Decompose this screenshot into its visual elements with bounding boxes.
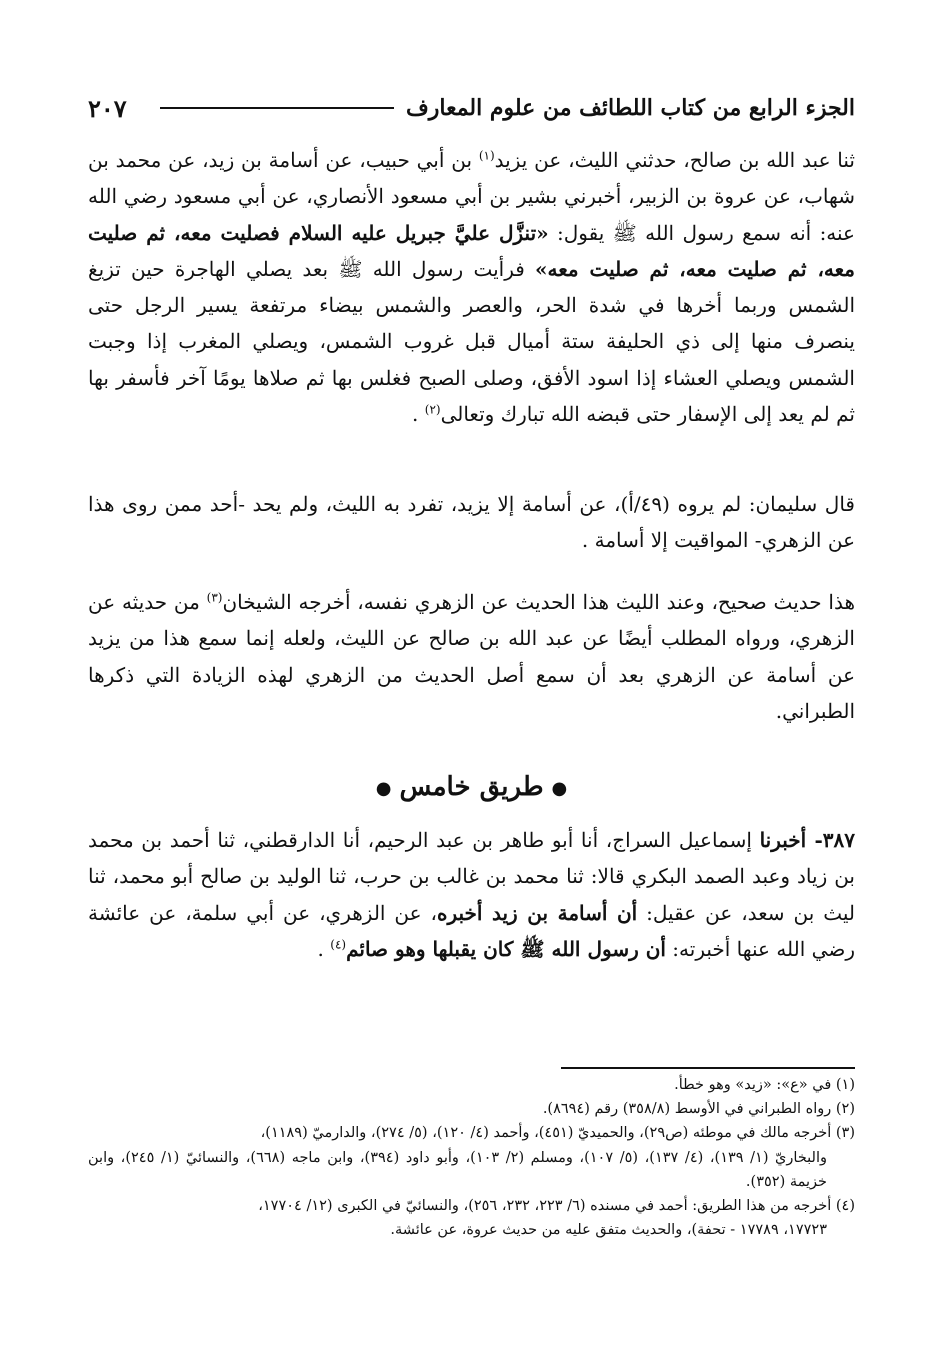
paragraph-commentary xyxy=(88,584,855,729)
text-segment: قال سليمان: لم يروه (٤٩/أ)، عن أسامة إلا يزيد، تفرد به الليث، ولم يحد -أحد ممن روى هذا عن الزهري- المواقيت إلا أسامة . xyxy=(88,492,855,553)
hadith-text-bold: «تنزَّل عليَّ جبريل عليه السلام فصليت معه، ثم صليت معه، ثم صليت معه، ثم صليت معه» xyxy=(88,220,855,281)
bullet-icon: ● xyxy=(551,777,568,799)
footnote-4-continuation: ١٧٧٢٣، ١٧٧٨٩ - تحفة)، والحديث متفق عليه من حديث عروة، عن عائشة. xyxy=(390,1222,827,1239)
text-segment: ، عن الزهري، عن أبي سلمة، عن عائشة رضي الله عنها أخبرته: xyxy=(88,900,855,961)
text-segment: . xyxy=(317,936,331,961)
hadith-text-bold: أن رسول الله ﷺ كان يقبلها وهو صائم xyxy=(346,936,666,961)
text-segment: إسماعيل السراج، أنا أبو طاهر بن عبد الرحيم، أنا الدارقطني، ثنا أحمد بن محمد بن زياد وعبد الصمد البكري قالا: ثنا محمد بن غالب بن حرب، ثنا الوليد بن صالح أبو محمد، ثنا ليث بن سعد، عن عقيل: xyxy=(88,828,855,925)
footnote-separator xyxy=(561,1067,855,1069)
section-heading xyxy=(88,772,855,802)
footnote-ref-1[interactable]: (١) xyxy=(478,148,495,163)
paragraph-sulayman-note xyxy=(88,486,855,559)
text-segment: من حديثه عن الزهري، ورواه المطلب أيضًا عن عبد الله بن صالح عن الليث، ولعله إنما سمع هذا من يزيد عن أسامة عن الزهري بعد أن سمع أصل الحديث من الزهري لهذه الزيادة التي ذكرها الطبراني. xyxy=(88,590,855,723)
text-segment: بن أبي حبيب، عن أسامة بن زيد، عن محمد بن شهاب، عن عروة بن الزبير، أخبرني بشير بن أبي مسعود الأنصاري، عن أبي مسعود رضي الله عنه: أنه سمع رسول الله ﷺ يقول: xyxy=(88,148,855,245)
footnote-1: (١) في «ع»: «زيد» وهو خطأ. xyxy=(674,1077,855,1093)
footnote-2: (٢) رواه الطبراني في الأوسط (٣٥٨/٨) رقم (٨٦٩٤). xyxy=(542,1101,855,1118)
paragraph-hadith-386 xyxy=(88,142,855,432)
header-rule xyxy=(160,107,394,109)
text-segment: ثنا عبد الله بن صالح، حدثني الليث، عن يزيد xyxy=(494,148,856,172)
page-header xyxy=(88,88,855,128)
hadith-number: ٣٨٧- أخبرنا xyxy=(759,828,855,852)
section-heading-text: طريق خامس xyxy=(399,772,544,802)
text-segment: فرأيت رسول الله ﷺ بعد يصلي الهاجرة حين تزيغ الشمس وربما أخرها في شدة الحر، والعصر والشمس بيضاء مرتفعة يسير الرجل حتى ينصرف منها إلى ذي الحليفة ستة أميال قبل غروب الشمس، ويصلي المغرب إذا وجبت الشمس ويصلي العشاء إذا اسود الأفق، وصلى الصبح فغلس بها ثم صلاها يومًا آخر فأسفر بها ثم لم يعد إلى الإسفار حتى قبضه الله تبارك وتعالى xyxy=(88,256,855,427)
footnote-3-continuation: والبخاريّ (١/ ١٣٩)، (٤/ ١٣٧)، (٥/ ١٠٧)، ومسلم (٢/ ١٠٣)، وأبو داود (٣٩٤)، وابن ماجه (٦٦٨)، والنسائيّ (١/ ٢٤٥)، وابن خزيمة (٣٥٢). xyxy=(88,1149,828,1190)
text-segment: . xyxy=(412,402,425,427)
paragraph-hadith-387 xyxy=(88,822,855,967)
footnotes xyxy=(88,1073,855,1242)
page-number: ٢٠٧ xyxy=(88,93,127,123)
footnote-4: (٤) أخرجه من هذا الطريق: أحمد في مسنده (٦/ ٢٢٣، ٢٣٢، ٢٥٦)، والنسائيّ في الكبرى (١٢/ ١٧٧٠٤، xyxy=(258,1198,855,1215)
footnote-3: (٣) أخرجه مالك في موطئه (ص٢٩)، والحميديّ (٤٥١)، وأحمد (٤/ ١٢٠)، (٥/ ٢٧٤)، والدارميّ (١١٨٩)، xyxy=(260,1125,855,1142)
bullet-icon: ● xyxy=(375,777,392,799)
bold-segment: أن أسامة بن زيد أخبره xyxy=(436,900,638,925)
text-segment: هذا حديث صحيح، وعند الليث هذا الحديث عن الزهري نفسه، أخرجه الشيخان xyxy=(222,590,856,614)
footnote-ref-3[interactable]: (٣) xyxy=(206,590,223,605)
footnote-ref-2[interactable]: (٢) xyxy=(424,402,441,417)
footnote-ref-4[interactable]: (٤) xyxy=(330,937,347,952)
running-title: الجزء الرابع من كتاب اللطائف من علوم المعارف xyxy=(405,95,855,121)
